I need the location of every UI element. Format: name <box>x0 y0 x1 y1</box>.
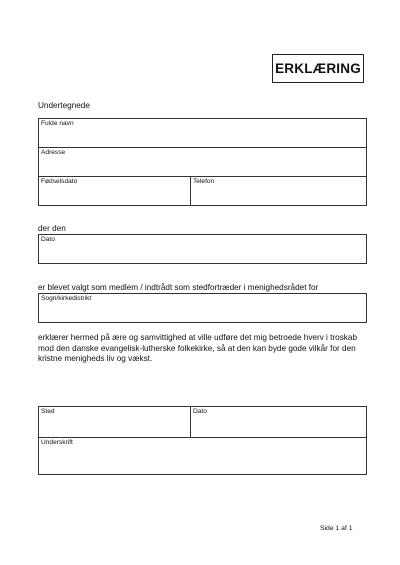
sign-date-label: Dato <box>193 408 207 415</box>
place-label: Sted <box>41 408 55 415</box>
parish-label: Sogn/kirkedistrikt <box>41 295 92 302</box>
personal-info-form <box>38 118 367 206</box>
birthdate-label: Fødselsdato <box>41 178 78 185</box>
sign-date-field[interactable] <box>191 407 366 437</box>
place-field[interactable] <box>39 407 190 437</box>
address-label: Adresse <box>41 149 66 156</box>
address-field[interactable] <box>39 148 366 176</box>
full-name-label: Fulde navn <box>41 120 74 127</box>
date-intro-text: der den <box>38 224 66 233</box>
document-title: ERKLÆRING <box>272 54 364 83</box>
undersigned-label: Undertegnede <box>38 101 90 110</box>
election-date-label: Dato <box>41 236 55 243</box>
phone-label: Telefon <box>193 178 215 185</box>
page-number: Side 1 af 1 <box>320 525 353 532</box>
birthdate-field[interactable] <box>39 177 190 205</box>
signature-label: Underskrift <box>41 439 73 446</box>
election-date-field[interactable] <box>38 234 367 264</box>
parish-field[interactable] <box>38 293 367 323</box>
declaration-text: erklærer hermed på ære og samvittighed at ville udføre det mig betroede hverv i troskab mod den danske evangelisk-lutherske folkekirke, så at den kan byde gode vilkår for den kristne menigheds liv og vækst. <box>38 333 358 363</box>
signature-form <box>38 406 367 475</box>
phone-field[interactable] <box>191 177 366 205</box>
elected-text: er blevet valgt som medlem / indtrådt som stedfortræder i menighedsrådet for <box>38 283 319 292</box>
full-name-field[interactable] <box>39 119 366 147</box>
signature-field[interactable] <box>39 438 366 474</box>
